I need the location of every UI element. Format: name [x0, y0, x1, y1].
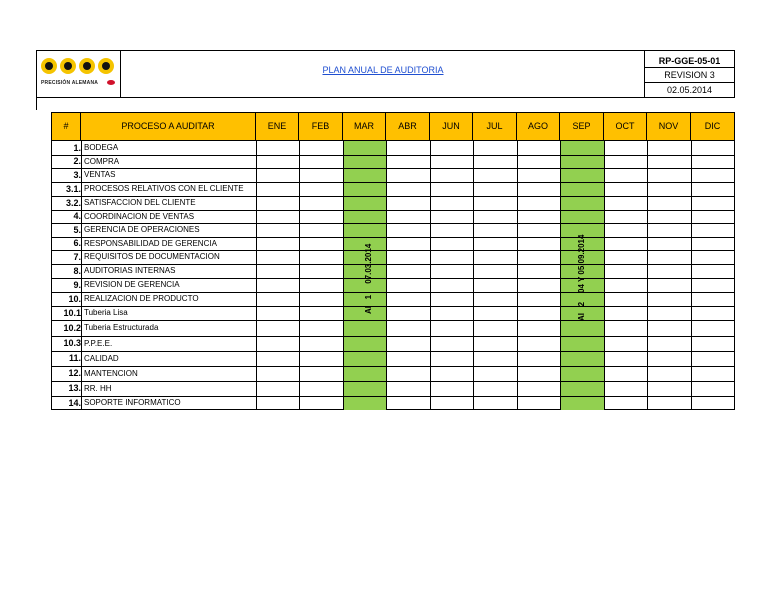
row-number: 6.	[73, 238, 81, 248]
divider	[560, 141, 561, 410]
audit-label-mar: AI 1 07.03.2014	[364, 243, 373, 314]
divider	[343, 141, 344, 410]
row-number: 14.	[68, 398, 81, 408]
column-header-month: MAR	[343, 113, 386, 140]
column-header-month: SEP	[560, 113, 604, 140]
divider	[430, 141, 431, 410]
column-header-month: JUL	[473, 113, 517, 140]
document-code: RP-GGE-05-01	[658, 56, 721, 66]
row-process: REQUISITOS DE DOCUMENTACION	[84, 252, 220, 261]
column-header-number: #	[52, 113, 81, 140]
company-logo	[37, 51, 121, 97]
row-number: 5.	[73, 225, 81, 235]
divider	[517, 141, 518, 410]
row-number: 3.1.	[65, 184, 81, 194]
row-process: RR. HH	[84, 384, 112, 393]
row-number: 4.	[73, 211, 81, 221]
row-process: VENTAS	[84, 170, 116, 179]
row-process: COORDINACION DE VENTAS	[84, 212, 195, 221]
row-process: SATISFACCION DEL CLIENTE	[84, 198, 196, 207]
row-process: COMPRA	[84, 157, 120, 166]
row-process: REVISION DE GERENCIA	[84, 280, 180, 289]
row-number: 10.	[68, 294, 81, 304]
row-process: RESPONSABILIDAD DE GERENCIA	[84, 239, 217, 248]
column-header-month: ENE	[256, 113, 299, 140]
row-number: 9.	[73, 280, 81, 290]
column-header-month: NOV	[647, 113, 691, 140]
row-process: Tuberia Lisa	[84, 308, 128, 317]
divider	[604, 141, 605, 410]
row-number: 10.1	[63, 308, 81, 318]
row-number: 12.	[68, 368, 81, 378]
row-number: 7.	[73, 252, 81, 262]
row-process: BODEGA	[84, 143, 119, 152]
divider	[647, 141, 648, 410]
row-process: P.P.E.E.	[84, 339, 113, 348]
logo-wordmark: PRECISIÓN ALEMANA	[41, 80, 99, 86]
row-number: 3.2.	[65, 198, 81, 208]
divider	[299, 141, 300, 410]
row-number: 10.2	[63, 323, 81, 333]
row-number: 1.	[73, 143, 81, 153]
row-process: GERENCIA DE OPERACIONES	[84, 225, 200, 234]
logo-circle-icon	[60, 58, 76, 74]
divider	[645, 67, 734, 68]
row-number: 11.	[68, 353, 81, 363]
row-number: 3.	[73, 170, 81, 180]
divider	[36, 98, 37, 110]
document-title: PLAN ANUAL DE AUDITORIA	[322, 65, 444, 75]
divider	[81, 141, 82, 410]
row-process: MANTENCION	[84, 369, 138, 378]
column-header-month: FEB	[299, 113, 343, 140]
logo-circle-icon	[79, 58, 95, 74]
logo-circle-icon	[41, 58, 57, 74]
divider	[386, 141, 387, 410]
row-number: 13.	[68, 383, 81, 393]
row-process: REALIZACION DE PRODUCTO	[84, 294, 199, 303]
column-header-month: JUN	[430, 113, 473, 140]
logo-flag-icon	[107, 80, 115, 85]
divider	[256, 141, 257, 410]
row-process: AUDITORIAS INTERNAS	[84, 266, 176, 275]
column-header-month: DIC	[691, 113, 734, 140]
document-revision: REVISION 3	[664, 70, 715, 80]
row-process: SOPORTE INFORMATICO	[84, 398, 181, 407]
row-process: CALIDAD	[84, 354, 119, 363]
document-date: 02.05.2014	[666, 85, 713, 95]
row-process: PROCESOS RELATIVOS CON EL CLIENTE	[84, 184, 244, 193]
column-header-month: OCT	[604, 113, 647, 140]
audit-label-sep: AI 2 04 Y 05.09.2014	[577, 234, 586, 321]
divider	[691, 141, 692, 410]
column-header-process: PROCESO A AUDITAR	[81, 113, 256, 140]
row-number: 10.3	[63, 338, 81, 348]
row-number: 8.	[73, 266, 81, 276]
divider	[645, 82, 734, 83]
divider	[473, 141, 474, 410]
column-header-month: ABR	[386, 113, 430, 140]
column-header-month: AGO	[517, 113, 560, 140]
row-process: Tuberia Estructurada	[84, 323, 159, 332]
row-number: 2.	[73, 156, 81, 166]
logo-circle-icon	[98, 58, 114, 74]
